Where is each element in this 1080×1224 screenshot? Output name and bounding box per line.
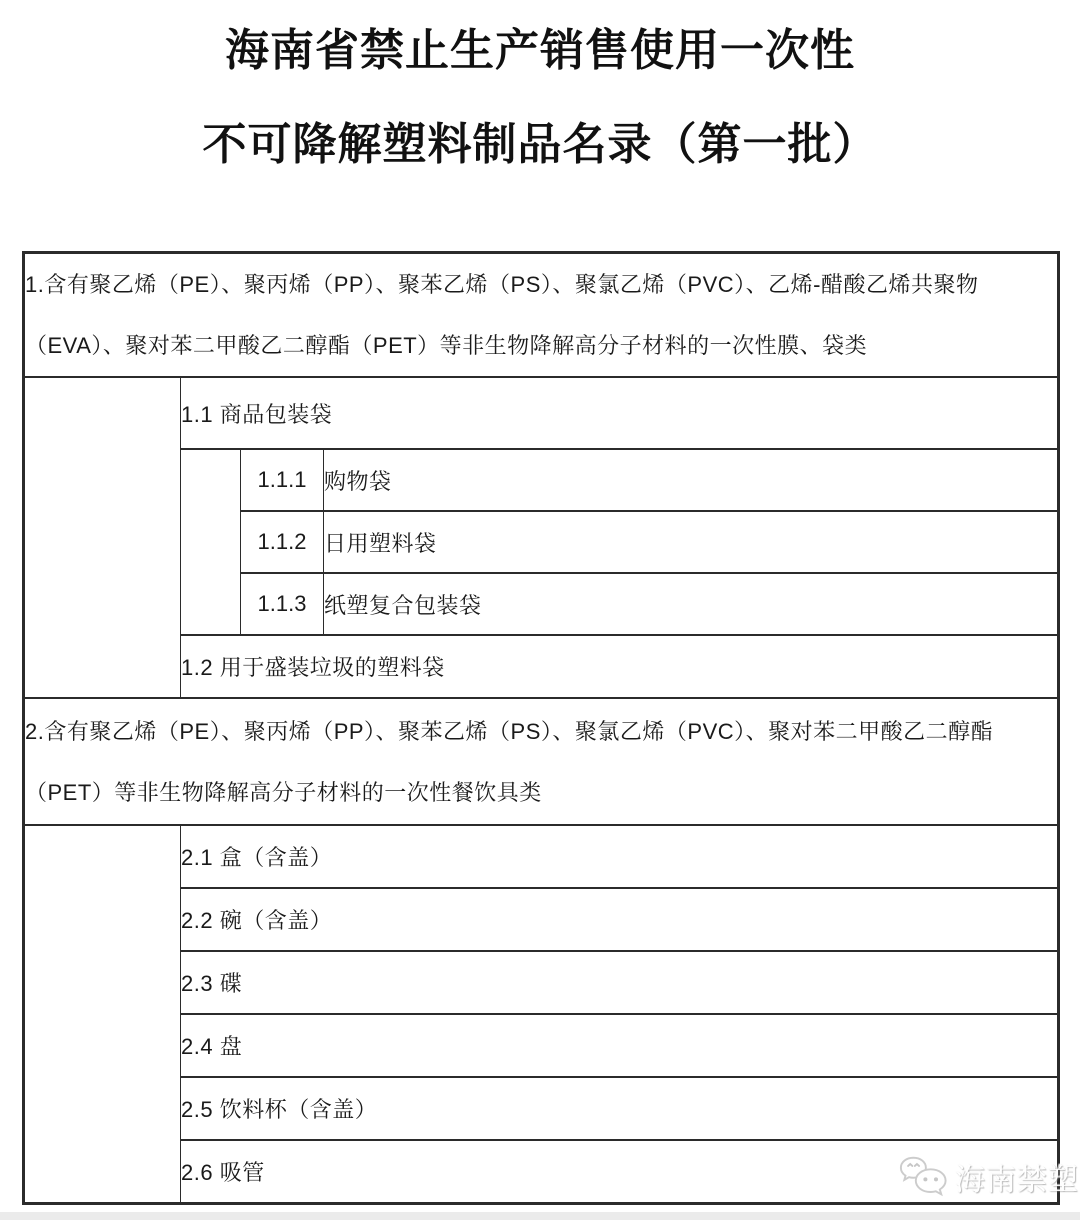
- item-2-5: 2.5 饮料杯（含盖）: [181, 1077, 1059, 1140]
- item-2-4: 2.4 盘: [181, 1014, 1059, 1077]
- table-row: [24, 253, 1059, 378]
- title-line-2: 不可降解塑料制品名录（第一批）: [202, 120, 878, 169]
- spacer-cell: [24, 825, 181, 1203]
- table-row: [24, 698, 1059, 825]
- prohibited-products-table: [22, 251, 1060, 1205]
- spacer-cell: [24, 377, 181, 698]
- section-1-heading: 1.含有聚乙烯（PE）、聚丙烯（PP）、聚苯乙烯（PS）、聚氯乙烯（PVC）、乙烯-醋酸乙烯共聚物（EVA）、聚对苯二甲酸乙二醇酯（PET）等非生物降解高分子材料的一次性膜、袋类: [24, 253, 1059, 378]
- table-row: [24, 825, 1059, 888]
- subitem-1-1-3-label: 纸塑复合包装袋: [324, 573, 1059, 635]
- spacer-cell: [181, 449, 241, 635]
- item-1-1: 1.1 商品包装袋: [181, 377, 1059, 449]
- subitem-1-1-1-number: 1.1.1: [241, 449, 324, 511]
- subitem-1-1-2-number: 1.1.2: [241, 511, 324, 573]
- item-2-3: 2.3 碟: [181, 951, 1059, 1014]
- page-edge-strip: [0, 1212, 1080, 1220]
- subitem-1-1-1-label: 购物袋: [324, 449, 1059, 511]
- section-2-heading: 2.含有聚乙烯（PE）、聚丙烯（PP）、聚苯乙烯（PS）、聚氯乙烯（PVC）、聚对苯二甲酸乙二醇酯（PET）等非生物降解高分子材料的一次性餐饮具类: [24, 698, 1059, 825]
- title-line-1: 海南省禁止生产销售使用一次性: [225, 26, 855, 75]
- watermark-label: 海南禁塑: [955, 1164, 1079, 1197]
- subitem-1-1-2-label: 日用塑料袋: [324, 511, 1059, 573]
- subitem-1-1-3-number: 1.1.3: [241, 573, 324, 635]
- item-1-2: 1.2 用于盛装垃圾的塑料袋: [181, 635, 1059, 698]
- item-2-2: 2.2 碗（含盖）: [181, 888, 1059, 951]
- item-2-1: 2.1 盒（含盖）: [181, 825, 1059, 888]
- document-title: [0, 0, 1080, 170]
- item-2-6: 2.6 吸管: [181, 1140, 1059, 1203]
- table-row: [24, 377, 1059, 449]
